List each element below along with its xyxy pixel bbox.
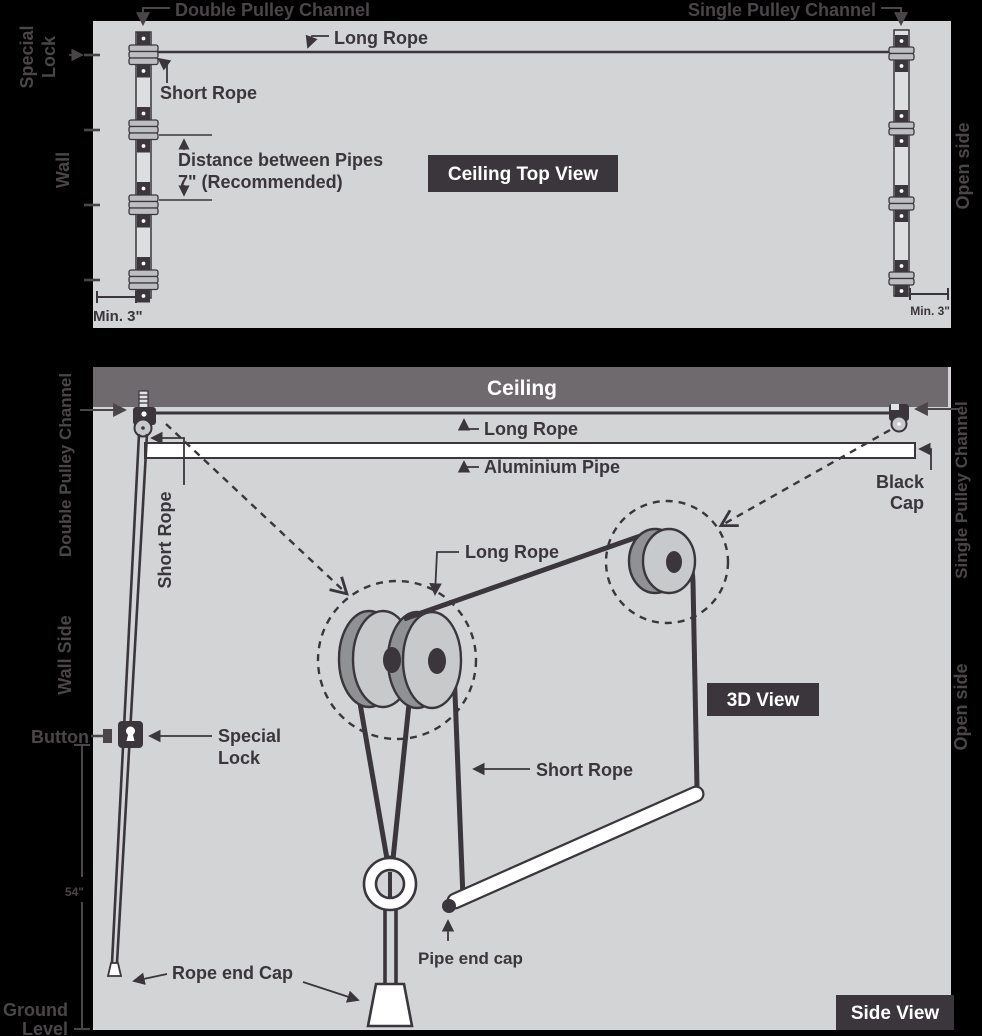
height-54in-label: 54" xyxy=(64,885,84,899)
badge-label: 3D View xyxy=(726,690,800,711)
black-cap-line1: Black xyxy=(875,472,924,492)
special-lock-line2: Lock xyxy=(39,35,59,79)
side-view xyxy=(93,367,954,1030)
wall-side-label: Wall Side xyxy=(55,615,75,695)
single-pulley-channel-label: Single Pulley Channel xyxy=(687,0,876,20)
special-lock-device xyxy=(118,721,143,748)
wheel1-hub-icon xyxy=(383,647,401,673)
min-clearance-left xyxy=(93,291,143,325)
ceiling-top-view-badge xyxy=(428,155,618,192)
aluminium-pipe-label: Aluminium Pipe xyxy=(484,457,621,477)
ceiling-label: Ceiling xyxy=(486,377,558,400)
wheel-hub-icon xyxy=(666,551,682,573)
ground-label-line1: Ground xyxy=(3,1000,68,1020)
double-pulley-channel-label: Double Pulley Channel xyxy=(175,0,371,20)
badge-label: Ceiling Top View xyxy=(447,164,599,185)
single-pulley-channel-callout xyxy=(688,0,901,24)
open-side-label-side-view: Open side xyxy=(951,663,971,751)
short-rope-3d-label: Short Rope xyxy=(536,760,633,780)
leader-end-bar-icon xyxy=(103,729,112,743)
single-pulley-channel-label: Single Pulley Channel xyxy=(952,401,971,579)
short-rope-label: Short Rope xyxy=(160,83,257,103)
aluminium-pipe-side-view xyxy=(145,443,915,458)
aluminium-pipe-callout xyxy=(464,457,620,477)
open-side-label-top-view: Open side xyxy=(953,122,973,210)
small-rope-end-cap xyxy=(108,963,121,976)
long-rope-3d-label: Long Rope xyxy=(465,542,559,562)
distance-label-line2: 7" (Recommended) xyxy=(178,172,343,192)
button-label: Button xyxy=(31,727,89,747)
ceiling-bar xyxy=(93,367,948,407)
long-rope-label: Long Rope xyxy=(484,419,578,439)
height-dimension-54in xyxy=(65,745,90,1029)
distance-label-line1: Distance between Pipes xyxy=(178,150,384,170)
ceiling-top-view xyxy=(84,21,951,328)
black-cap-line2: Cap xyxy=(889,493,924,513)
wheel-hub-icon xyxy=(897,422,901,426)
single-pulley-3d xyxy=(629,529,695,593)
special-lock-line2: Lock xyxy=(218,748,261,768)
view-3d-badge xyxy=(707,683,819,716)
wall-label: Wall xyxy=(53,151,73,189)
ground-level-label xyxy=(3,1000,68,1036)
short-rope-vertical-label: Short Rope xyxy=(155,491,175,589)
special-lock-margin-label xyxy=(17,25,82,88)
badge-label: Side View xyxy=(850,1003,940,1024)
bracket-notch xyxy=(891,404,899,410)
min-3in-label-right: Min. 3" xyxy=(910,304,950,318)
double-pulley-channel-callout xyxy=(143,0,370,24)
special-lock-line1: Special xyxy=(17,25,37,89)
wheel-hub-icon xyxy=(141,426,145,430)
ground-label-line2: Level xyxy=(21,1019,68,1036)
rope-end-cap-handle xyxy=(368,984,412,1026)
pipe-end-cap-label: Pipe end cap xyxy=(418,949,523,968)
special-lock-line1: Special xyxy=(218,726,282,746)
double-pulley-3d xyxy=(339,611,461,708)
long-rope-label: Long Rope xyxy=(334,28,428,48)
side-view-badge xyxy=(836,995,954,1030)
right-ceiling-bracket xyxy=(889,404,909,432)
wheel2-hub-icon xyxy=(428,648,446,674)
rope-end-cap-label: Rope end Cap xyxy=(172,963,294,983)
pipe-end-cap-dot xyxy=(442,899,456,913)
min-3in-label-left: Min. 3" xyxy=(93,308,143,325)
bracket-hole-icon xyxy=(141,411,146,416)
double-pulley-channel-label: Double Pulley Channel xyxy=(56,372,75,558)
